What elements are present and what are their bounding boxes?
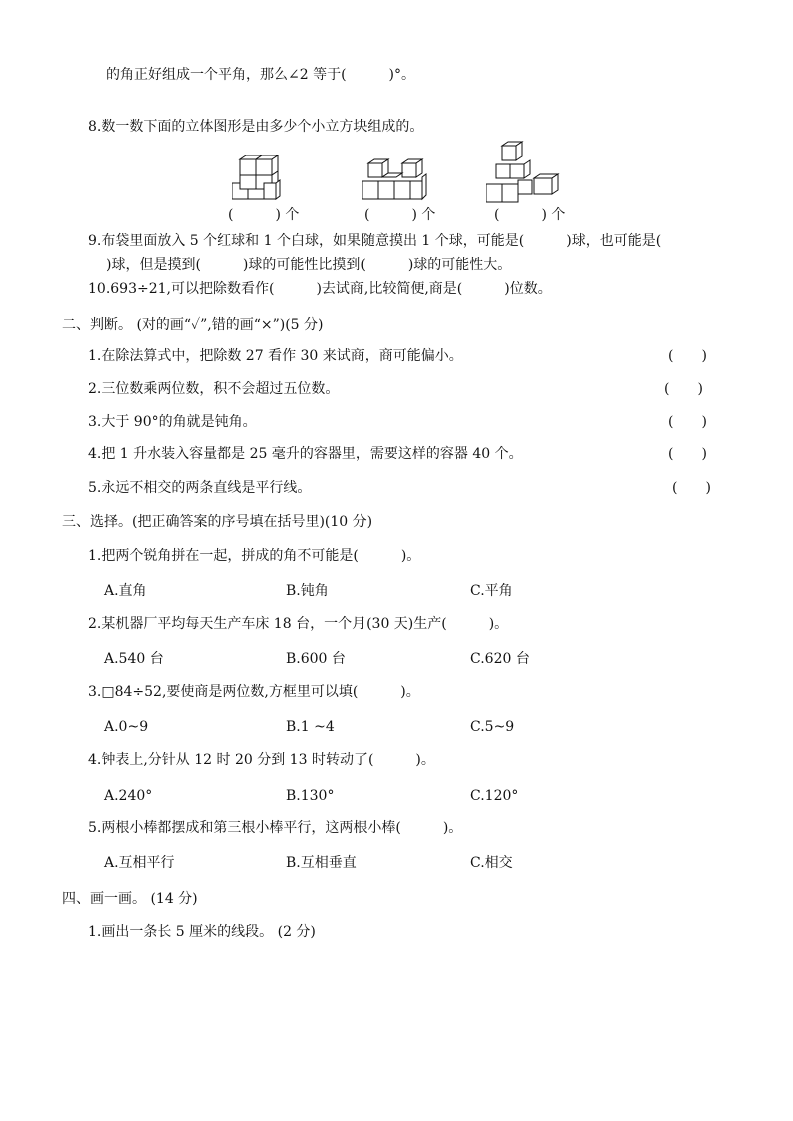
choice-q1-option-b[interactable]: B.钝角 bbox=[286, 583, 329, 599]
judge-answer-1[interactable]: ( ) bbox=[668, 348, 707, 364]
choice-q4-option-c[interactable]: C.120° bbox=[470, 788, 519, 804]
choice-q2-option-a[interactable]: A.540 台 bbox=[104, 651, 164, 667]
judge-item-3: 3.大于 90°的角就是钝角。 bbox=[88, 414, 257, 430]
choice-q1-option-c[interactable]: C.平角 bbox=[470, 583, 513, 599]
choice-q4-option-a[interactable]: A.240° bbox=[104, 788, 153, 804]
q9-line-1: 9.布袋里面放入 5 个红球和 1 个白球，如果随意摸出 1 个球，可能是( )球，也可能是( bbox=[88, 233, 662, 249]
q10-text: 10.693÷21,可以把除数看作( )去试商,比较简便,商是( )位数。 bbox=[88, 281, 552, 297]
cube-figure-3 bbox=[486, 140, 562, 206]
q8-blank-3[interactable]: ( ) 个 bbox=[494, 207, 566, 223]
draw-q1: 1.画出一条长 5 厘米的线段。 (2 分) bbox=[88, 924, 316, 940]
choice-q5: 5.两根小棒都摆成和第三根小棒平行，这两根小棒( )。 bbox=[88, 820, 463, 836]
draw-heading: 四、画一画。 (14 分) bbox=[62, 891, 198, 907]
q9-line-2: )球，但是摸到( )球的可能性比摸到( )球的可能性大。 bbox=[106, 257, 512, 273]
judge-answer-4[interactable]: ( ) bbox=[668, 446, 707, 462]
choice-q5-option-c[interactable]: C.相交 bbox=[470, 855, 513, 871]
choice-q1: 1.把两个锐角拼在一起，拼成的角不可能是( )。 bbox=[88, 548, 421, 564]
choice-heading: 三、选择。(把正确答案的序号填在括号里)(10 分) bbox=[62, 514, 373, 530]
q8-blank-2[interactable]: ( ) 个 bbox=[364, 207, 436, 223]
choice-q3: 3.□84÷52,要使商是两位数,方框里可以填( )。 bbox=[88, 684, 420, 700]
choice-q1-option-a[interactable]: A.直角 bbox=[104, 583, 147, 599]
judge-item-2: 2.三位数乘两位数，积不会超过五位数。 bbox=[88, 381, 340, 397]
choice-q3-option-a[interactable]: A.0~9 bbox=[104, 719, 149, 735]
judge-item-5: 5.永远不相交的两条直线是平行线。 bbox=[88, 480, 312, 496]
judge-heading: 二、判断。 (对的画“✓”,错的画“×”)(5 分) bbox=[62, 317, 324, 333]
cube-figure-1 bbox=[232, 155, 292, 203]
q8-blank-1[interactable]: ( ) 个 bbox=[228, 207, 300, 223]
judge-item-1: 1.在除法算式中，把除数 27 看作 30 来试商，商可能偏小。 bbox=[88, 348, 463, 364]
choice-q2-option-c[interactable]: C.620 台 bbox=[470, 651, 530, 667]
choice-q4-option-b[interactable]: B.130° bbox=[286, 788, 335, 804]
choice-q5-option-b[interactable]: B.互相垂直 bbox=[286, 855, 357, 871]
choice-q3-option-c[interactable]: C.5~9 bbox=[470, 719, 515, 735]
choice-q2-option-b[interactable]: B.600 台 bbox=[286, 651, 346, 667]
q8-text: 8.数一数下面的立体图形是由多少个小立方块组成的。 bbox=[88, 119, 424, 135]
cube-figure-2 bbox=[362, 155, 428, 203]
judge-answer-5[interactable]: ( ) bbox=[672, 480, 711, 496]
judge-item-4: 4.把 1 升水装入容量都是 25 毫升的容器里，需要这样的容器 40 个。 bbox=[88, 446, 523, 462]
judge-answer-2[interactable]: ( ) bbox=[664, 381, 703, 397]
choice-q3-option-b[interactable]: B.1 ~4 bbox=[286, 719, 335, 735]
choice-q2: 2.某机器厂平均每天生产车床 18 台，一个月(30 天)生产( )。 bbox=[88, 616, 509, 632]
drawing-area[interactable] bbox=[88, 950, 708, 1100]
judge-answer-3[interactable]: ( ) bbox=[668, 414, 707, 430]
choice-q5-option-a[interactable]: A.互相平行 bbox=[104, 855, 175, 871]
q7-continuation: 的角正好组成一个平角，那么∠2 等于( )°。 bbox=[106, 67, 416, 83]
choice-q4: 4.钟表上,分针从 12 时 20 分到 13 时转动了( )。 bbox=[88, 752, 435, 768]
